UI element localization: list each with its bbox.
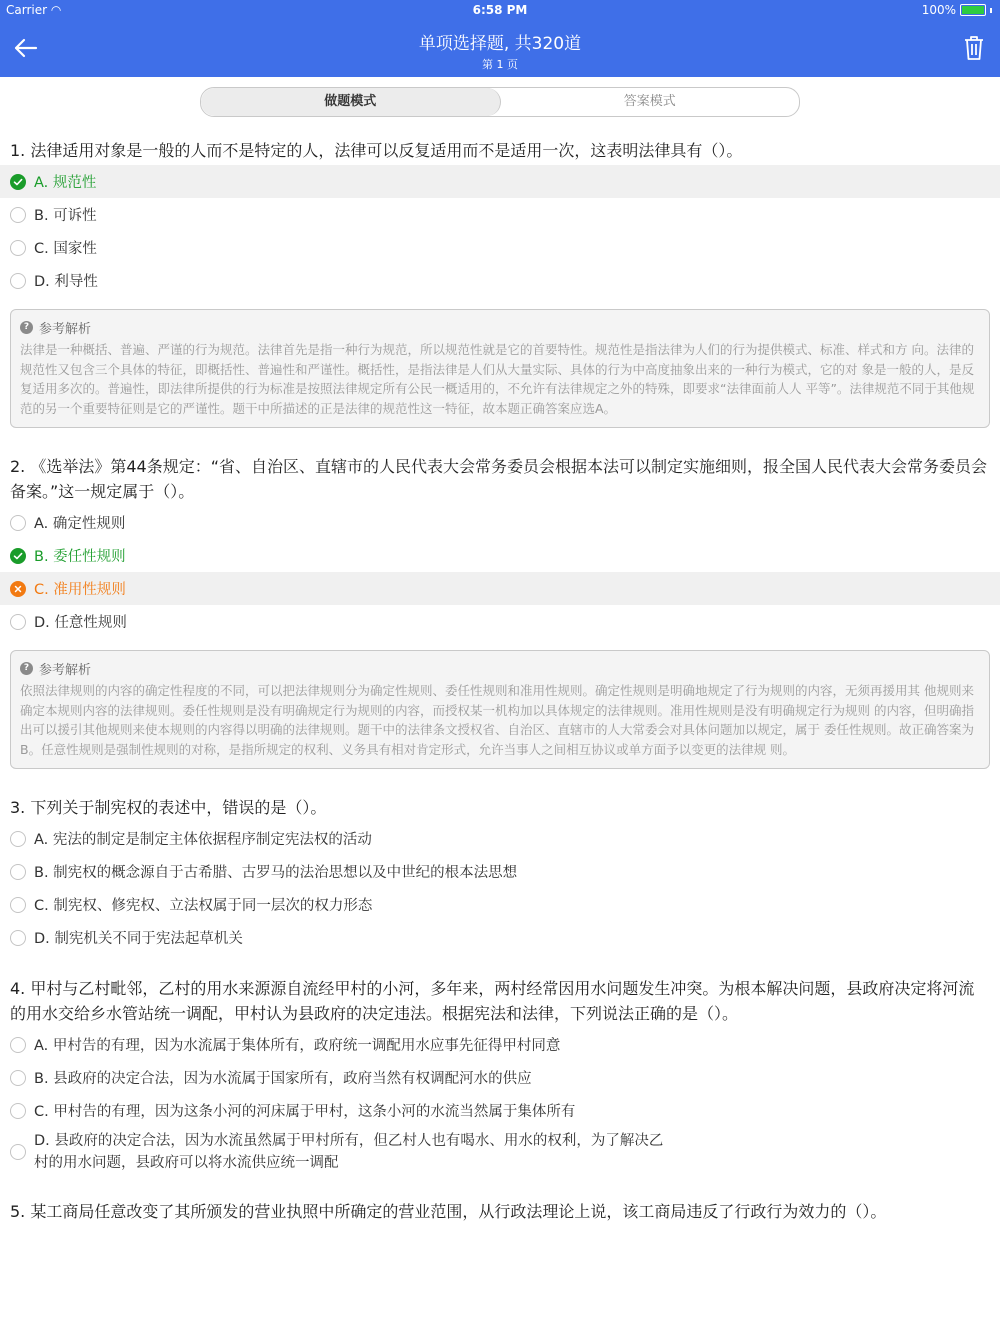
answer-option[interactable] (0, 921, 1000, 954)
radio-icon (10, 1070, 26, 1086)
question-block (0, 964, 1000, 1187)
radio-icon (10, 1037, 26, 1053)
carrier-label: Carrier ◠ (6, 3, 62, 17)
option-label: A. 宪法的制定是制定主体依据程序制定宪法权的活动 (34, 832, 372, 848)
option-label: A. 确定性规则 (34, 516, 126, 532)
question-block (0, 783, 1000, 964)
question-block (0, 1187, 1000, 1226)
radio-icon (10, 273, 26, 289)
wrong-mark-icon (10, 581, 26, 597)
answer-option[interactable] (0, 539, 1000, 572)
question-text: 3. 下列关于制宪权的表述中，错误的是（）。 (10, 798, 327, 817)
answer-option[interactable] (0, 855, 1000, 888)
clock: 6:58 PM (472, 3, 528, 17)
option-label: C. 准用性规则 (34, 582, 126, 598)
question-text: 2. 《选举法》第44条规定：“省、自治区、直辖市的人民代表大会常务委员会根据本法可以制定实施细则，报全国人民代表大会常务委员会备案。”这一规定属于（）。 (10, 457, 988, 501)
answer-option[interactable] (0, 605, 1000, 638)
help-icon: ? (20, 321, 33, 334)
option-label: D. 任意性规则 (34, 615, 127, 631)
correct-mark-icon (10, 174, 26, 190)
analysis-box (10, 650, 990, 769)
analysis-header (20, 318, 980, 337)
page-indicator: 第 1 页 (482, 58, 518, 71)
radio-icon (10, 614, 26, 630)
page-title: 单项选择题, 共320道 (418, 34, 582, 54)
option-label: A. 规范性 (34, 175, 97, 191)
option-label: D. 县政府的决定合法，因为水流虽然属于甲村所有，但乙村人也有喝水、用水的权利，为了解决乙村的用水问题，县政府可以将水流供应统一调配 (34, 1133, 664, 1171)
mode-switch (200, 87, 800, 117)
radio-icon (10, 1103, 26, 1119)
question-list (0, 126, 1000, 1226)
option-label: B. 委任性规则 (34, 549, 126, 565)
answer-option[interactable] (0, 1127, 1000, 1177)
radio-icon (10, 1144, 26, 1160)
radio-icon (10, 864, 26, 880)
check-icon (13, 177, 23, 187)
tab-practice-mode[interactable]: 做题模式 (201, 88, 501, 116)
answer-option[interactable] (0, 1061, 1000, 1094)
question-block (0, 442, 1000, 769)
radio-icon (10, 207, 26, 223)
answer-option[interactable] (0, 572, 1000, 605)
radio-icon (10, 515, 26, 531)
check-icon (13, 551, 23, 561)
correct-mark-icon (10, 548, 26, 564)
analysis-box (10, 309, 990, 428)
answer-option[interactable] (0, 888, 1000, 921)
radio-icon (10, 897, 26, 913)
answer-option[interactable] (0, 1028, 1000, 1061)
option-label: D. 制宪机关不同于宪法起草机关 (34, 931, 243, 947)
option-label: D. 利导性 (34, 274, 98, 290)
question-text: 1. 法律适用对象是一般的人而不是特定的人，法律可以反复适用而不是适用一次，这表明法律具有（）。 (10, 141, 743, 160)
delete-button[interactable] (960, 32, 988, 64)
status-bar (0, 0, 1000, 20)
trash-icon (960, 32, 988, 64)
option-label: B. 可诉性 (34, 208, 97, 224)
analysis-title: 参考解析 (39, 663, 92, 678)
analysis-title: 参考解析 (39, 322, 92, 337)
answer-option[interactable] (0, 165, 1000, 198)
option-label: B. 县政府的决定合法，因为水流属于国家所有，政府当然有权调配河水的供应 (34, 1071, 532, 1087)
option-label: C. 制宪权、修宪权、立法权属于同一层次的权力形态 (34, 898, 373, 914)
answer-option[interactable] (0, 264, 1000, 297)
radio-icon (10, 930, 26, 946)
answer-option[interactable] (0, 198, 1000, 231)
tab-answer-mode[interactable]: 答案模式 (623, 94, 676, 109)
answer-option[interactable] (0, 822, 1000, 855)
cross-icon (13, 584, 23, 594)
battery-indicator: 100% (922, 3, 992, 17)
answer-option[interactable] (0, 1094, 1000, 1127)
answer-option[interactable] (0, 231, 1000, 264)
question-block (0, 126, 1000, 428)
nav-bar (0, 20, 1000, 77)
option-label: C. 甲村告的有理，因为这条小河的河床属于甲村，这条小河的水流当然属于集体所有 (34, 1104, 576, 1120)
analysis-header (20, 659, 980, 678)
option-label: C. 国家性 (34, 241, 97, 257)
help-icon: ? (20, 662, 33, 675)
analysis-text: 依照法律规则的内容的确定性程度的不同，可以把法律规则分为确定性规则、委任性规则和准用性规则。确定性规则是明确地规定了行为规则的内容，无须再援用其 他规则来确定本规则内容的法律规则。委任性规则是没有明确规定行为规则的内容，而授权某一机构加以具体规定的法律规则。准用性规则是没有明确规定行为规则 的内容，但明确指出可以援引其他规则来使本规则的内容得以明确的法律规则。题干中的法律条文授权省、自治区、直辖市的人大常委会对具体问题加以规定，属于 委任性规则。故正确答案为B。任意性规则是强制性规则的对称，是指所规定的权利、义务具有相对肯定形式，允许当事人之间相互协议或单方面予以变更的法律规 则。 (20, 683, 974, 757)
answer-option[interactable] (0, 506, 1000, 539)
wifi-icon: ◠ (50, 3, 62, 17)
radio-icon (10, 240, 26, 256)
analysis-text: 法律是一种概括、普遍、严谨的行为规范。法律首先是指一种行为规范，所以规范性就是它的首要特性。规范性是指法律为人们的行为提供模式、标准、样式和方 向。法律的规范性又包含三个具体的特征，即概括性、普遍性和严谨性。概括性，是指法律是人们从大量实际、具体的行为中高度抽象出来的一种行为模式，它的对 象是一般的人，是反复适用多次的。普遍性，即法律所提供的行为标准是按照法律规定所有公民一概适用的，不允许有法律规定之外的特殊，即要求“法律面前人人 平等”。法律规范不同于其他规范的另一个重要特征则是它的严谨性。题干中所描述的正是法律的规范性这一特征，故本题正确答案应选A。 (20, 342, 975, 416)
option-label: B. 制宪权的概念源自于古希腊、古罗马的法治思想以及中世纪的根本法思想 (34, 865, 518, 881)
battery-icon (960, 4, 986, 16)
option-label: A. 甲村告的有理，因为水流属于集体所有，政府统一调配用水应事先征得甲村同意 (34, 1038, 561, 1054)
radio-icon (10, 831, 26, 847)
question-text: 5. 某工商局任意改变了其所颁发的营业执照中所确定的营业范围，从行政法理论上说，该工商局违反了行政行为效力的（）。 (10, 1202, 887, 1221)
question-text: 4. 甲村与乙村毗邻，乙村的用水来源源自流经甲村的小河，多年来，两村经常因用水问题发生冲突。为根本解决问题，县政府决定将河流的用水交给乡水管站统一调配，甲村认为县政府的决定违法。根据宪法和法律，下列说法正确的是（）。 (10, 979, 975, 1023)
